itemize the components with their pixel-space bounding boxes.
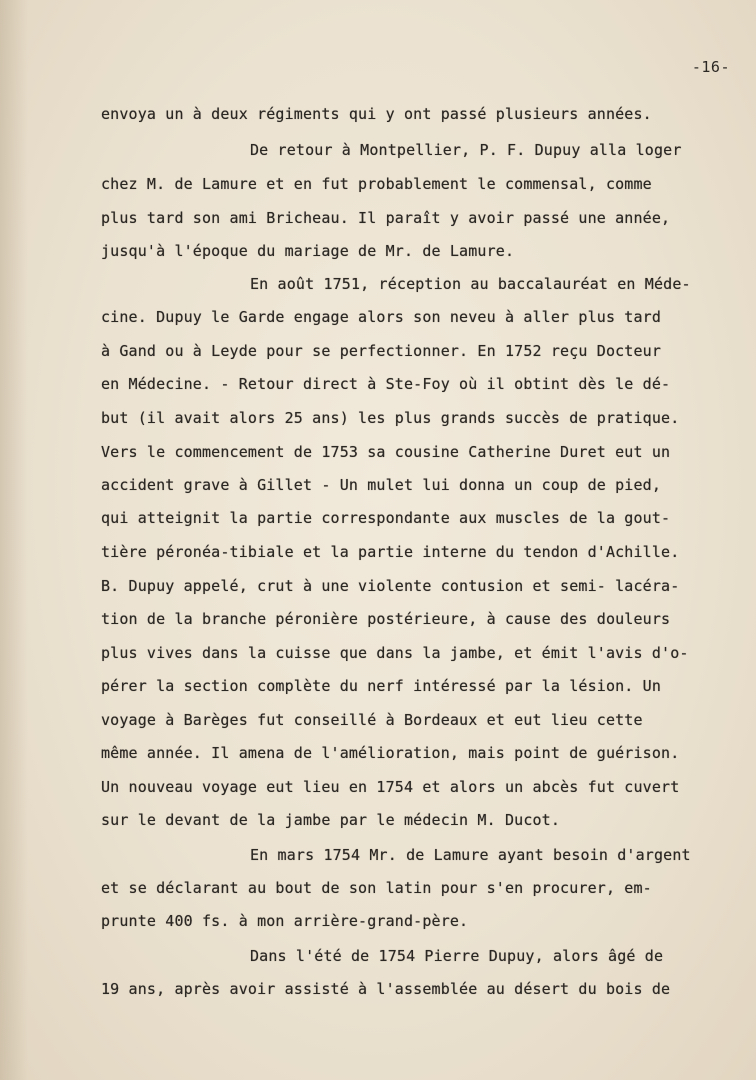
- text-line: qui atteignit la partie correspondante aux muscles de la gout-: [101, 509, 671, 527]
- text-line: but (il avait alors 25 ans) les plus grands succès de pratique.: [101, 409, 680, 427]
- text-line: En mars 1754 Mr. de Lamure ayant besoin d'argent: [250, 846, 691, 864]
- text-line: en Médecine. - Retour direct à Ste-Foy où il obtint dès le dé-: [101, 375, 671, 393]
- text-line: B. Dupuy appelé, crut à une violente contusion et semi- lacéra-: [101, 577, 680, 595]
- text-line: même année. Il amena de l'amélioration, mais point de guérison.: [101, 744, 680, 762]
- text-line: Un nouveau voyage eut lieu en 1754 et alors un abcès fut cuvert: [101, 778, 680, 796]
- text-line: Vers le commencement de 1753 sa cousine Catherine Duret eut un: [101, 443, 671, 461]
- text-line: plus vives dans la cuisse que dans la jambe, et émit l'avis d'o-: [101, 644, 689, 662]
- text-line: sur le devant de la jambe par le médecin M. Ducot.: [101, 811, 561, 829]
- text-line: et se déclarant au bout de son latin pour s'en procurer, em-: [101, 879, 652, 897]
- text-line: chez M. de Lamure et en fut probablement le commensal, comme: [101, 175, 652, 193]
- text-line: prunte 400 fs. à mon arrière-grand-père.: [101, 912, 469, 930]
- text-line: De retour à Montpellier, P. F. Dupuy alla loger: [250, 141, 682, 159]
- page-number: -16-: [691, 58, 730, 76]
- text-line: plus tard son ami Bricheau. Il paraît y avoir passé une année,: [101, 209, 671, 227]
- text-line: tion de la branche péronière postérieure, à cause des douleurs: [101, 610, 671, 628]
- text-line: accident grave à Gillet - Un mulet lui donna un coup de pied,: [101, 476, 662, 494]
- text-line: tière péronéa-tibiale et la partie interne du tendon d'Achille.: [101, 543, 680, 561]
- text-line: 19 ans, après avoir assisté à l'assemblée au désert du bois de: [101, 980, 671, 998]
- text-line: envoya un à deux régiments qui y ont passé plusieurs années.: [101, 105, 652, 123]
- text-line: à Gand ou à Leyde pour se perfectionner. En 1752 reçu Docteur: [101, 342, 662, 360]
- text-line: cine. Dupuy le Garde engage alors son neveu à aller plus tard: [101, 308, 662, 326]
- text-line: pérer la section complète du nerf intéressé par la lésion. Un: [101, 677, 662, 695]
- text-line: En août 1751, réception au baccalauréat en Méde-: [250, 275, 691, 293]
- text-line: voyage à Barèges fut conseillé à Bordeaux et eut lieu cette: [101, 711, 643, 729]
- text-line: Dans l'été de 1754 Pierre Dupuy, alors âgé de: [250, 947, 664, 965]
- text-line: jusqu'à l'époque du mariage de Mr. de Lamure.: [101, 242, 515, 260]
